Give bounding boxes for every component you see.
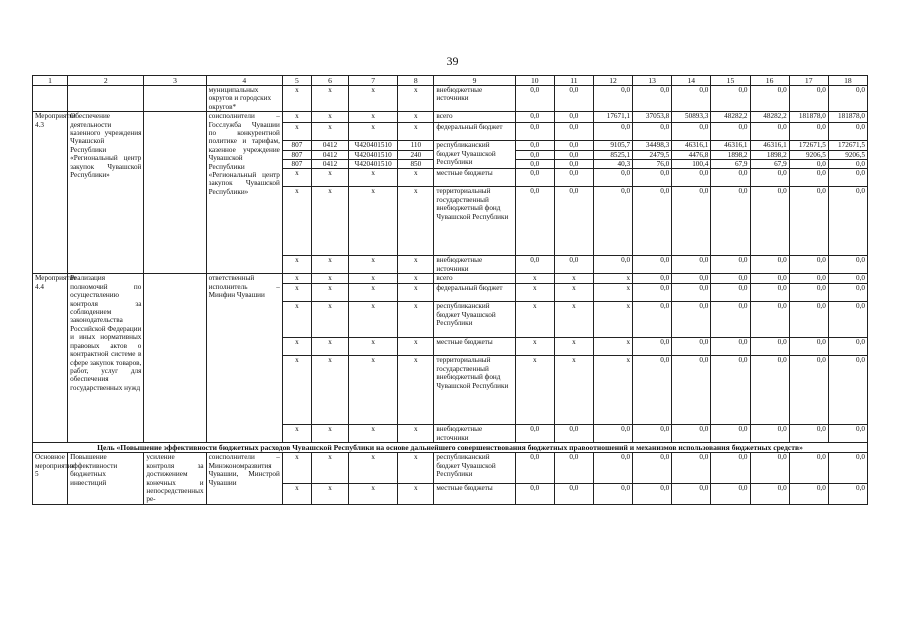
value-cell: 0,0 xyxy=(672,256,711,274)
code-cell: Ч420401510 xyxy=(349,150,398,159)
value-cell: 0,0 xyxy=(711,123,750,141)
empty-cell xyxy=(68,86,144,112)
value-cell: 0,0 xyxy=(672,187,711,256)
goal-description-cell: усиление контроля за достижением конечных и непосредственных ре- xyxy=(144,453,206,504)
value-cell: 0,0 xyxy=(750,187,789,256)
value-cell: 0,0 xyxy=(672,86,711,112)
code-cell: х xyxy=(349,123,398,141)
code-cell: х xyxy=(282,187,311,256)
header-cell: 10 xyxy=(515,76,554,86)
value-cell: 0,0 xyxy=(515,112,554,123)
code-cell: х xyxy=(349,338,398,356)
value-cell: 37053,8 xyxy=(633,112,672,123)
measure-cell: Мероприятие 4.4 xyxy=(33,274,68,443)
value-cell: х xyxy=(593,338,632,356)
value-cell: 0,0 xyxy=(515,425,554,443)
value-cell: 0,0 xyxy=(593,484,632,505)
source-cell: местные бюджеты xyxy=(434,169,515,187)
header-cell: 11 xyxy=(554,76,593,86)
value-cell: 0,0 xyxy=(789,302,828,338)
code-cell: х xyxy=(349,274,398,284)
table-row xyxy=(33,453,868,484)
value-cell: 0,0 xyxy=(515,123,554,141)
value-cell: 0,0 xyxy=(633,123,672,141)
value-cell: 8525,1 xyxy=(593,150,632,159)
value-cell: х xyxy=(515,302,554,338)
code-cell: х xyxy=(349,284,398,302)
value-cell: 0,0 xyxy=(672,453,711,484)
code-cell: х xyxy=(349,169,398,187)
value-cell: 181878,0 xyxy=(789,112,828,123)
code-cell: х xyxy=(311,86,348,112)
value-cell: 0,0 xyxy=(554,256,593,274)
value-cell: 0,0 xyxy=(750,356,789,425)
value-cell: 0,0 xyxy=(711,86,750,112)
value-cell: 0,0 xyxy=(554,123,593,141)
value-cell: х xyxy=(554,284,593,302)
value-cell: 9206,5 xyxy=(828,150,867,159)
source-cell: внебюджетные источники xyxy=(434,256,515,274)
header-cell: 6 xyxy=(311,76,348,86)
code-cell: 0412 xyxy=(311,141,348,150)
value-cell: 0,0 xyxy=(633,484,672,505)
code-cell: х xyxy=(311,123,348,141)
value-cell: 0,0 xyxy=(593,123,632,141)
code-cell: х xyxy=(311,302,348,338)
value-cell: 0,0 xyxy=(633,187,672,256)
value-cell: 0,0 xyxy=(515,141,554,150)
value-cell: 0,0 xyxy=(789,256,828,274)
value-cell: 0,0 xyxy=(711,302,750,338)
code-cell: 850 xyxy=(398,160,434,169)
code-cell: х xyxy=(282,123,311,141)
value-cell: х xyxy=(554,356,593,425)
value-cell: 0,0 xyxy=(828,187,867,256)
value-cell: 0,0 xyxy=(828,123,867,141)
source-cell: местные бюджеты xyxy=(434,484,515,505)
value-cell: 0,0 xyxy=(828,284,867,302)
value-cell: 0,0 xyxy=(750,274,789,284)
value-cell: 0,0 xyxy=(515,256,554,274)
value-cell: х xyxy=(554,302,593,338)
code-cell: х xyxy=(398,302,434,338)
responsible-cell: соисполнители – Минэкономразвития Чувашии, Минстрой Чувашии xyxy=(206,453,282,504)
value-cell: 0,0 xyxy=(711,256,750,274)
header-cell: 7 xyxy=(349,76,398,86)
value-cell: 0,0 xyxy=(750,425,789,443)
value-cell: 0,0 xyxy=(554,160,593,169)
page-number: 39 xyxy=(446,54,459,68)
value-cell: 0,0 xyxy=(828,160,867,169)
value-cell: 0,0 xyxy=(789,274,828,284)
value-cell: 0,0 xyxy=(515,453,554,484)
value-cell: 0,0 xyxy=(750,338,789,356)
value-cell: 0,0 xyxy=(633,86,672,112)
header-cell: 16 xyxy=(750,76,789,86)
code-cell: х xyxy=(398,86,434,112)
value-cell: 0,0 xyxy=(554,150,593,159)
value-cell: 0,0 xyxy=(789,160,828,169)
value-cell: 0,0 xyxy=(828,256,867,274)
source-cell: всего xyxy=(434,112,515,123)
value-cell: 0,0 xyxy=(828,86,867,112)
table-row xyxy=(33,112,868,123)
header-cell: 1 xyxy=(33,76,68,86)
code-cell: х xyxy=(398,256,434,274)
value-cell: 9206,5 xyxy=(789,150,828,159)
value-cell: 0,0 xyxy=(672,284,711,302)
value-cell: 0,0 xyxy=(711,169,750,187)
header-cell: 2 xyxy=(68,76,144,86)
value-cell: 0,0 xyxy=(672,425,711,443)
value-cell: х xyxy=(554,274,593,284)
value-cell: 34498,3 xyxy=(633,141,672,150)
value-cell: 172671,5 xyxy=(828,141,867,150)
code-cell: 0412 xyxy=(311,150,348,159)
code-cell: х xyxy=(311,256,348,274)
value-cell: 0,0 xyxy=(554,169,593,187)
code-cell: х xyxy=(349,453,398,484)
value-cell: 0,0 xyxy=(515,150,554,159)
value-cell: 0,0 xyxy=(672,169,711,187)
code-cell: х xyxy=(311,453,348,484)
value-cell: 0,0 xyxy=(711,284,750,302)
source-cell: местные бюджеты xyxy=(434,338,515,356)
code-cell: х xyxy=(311,112,348,123)
value-cell: 0,0 xyxy=(633,256,672,274)
value-cell: 0,0 xyxy=(633,453,672,484)
code-cell: х xyxy=(282,256,311,274)
value-cell: 0,0 xyxy=(554,187,593,256)
value-cell: 181878,0 xyxy=(828,112,867,123)
code-cell: х xyxy=(311,169,348,187)
value-cell: 0,0 xyxy=(828,169,867,187)
value-cell: 0,0 xyxy=(554,453,593,484)
code-cell: х xyxy=(282,302,311,338)
value-cell: 0,0 xyxy=(750,169,789,187)
code-cell: х xyxy=(311,284,348,302)
empty-cell xyxy=(144,86,206,112)
code-cell: 110 xyxy=(398,141,434,150)
code-cell: х xyxy=(282,356,311,425)
value-cell: 0,0 xyxy=(789,86,828,112)
source-cell: республиканский бюджет Чувашской Республики xyxy=(434,453,515,484)
value-cell: 0,0 xyxy=(789,453,828,484)
value-cell: 0,0 xyxy=(672,356,711,425)
value-cell: 0,0 xyxy=(789,338,828,356)
value-cell: 0,0 xyxy=(672,274,711,284)
value-cell: 0,0 xyxy=(554,425,593,443)
value-cell: 17671,1 xyxy=(593,112,632,123)
value-cell: 0,0 xyxy=(633,425,672,443)
source-cell: территориальный государственный внебюджетный фонд Чувашской Республики xyxy=(434,356,515,425)
code-cell: х xyxy=(282,453,311,484)
source-cell: всего xyxy=(434,274,515,284)
code-cell: х xyxy=(311,274,348,284)
value-cell: 0,0 xyxy=(672,123,711,141)
value-cell: 0,0 xyxy=(593,86,632,112)
value-cell: 0,0 xyxy=(828,338,867,356)
value-cell: 0,0 xyxy=(633,338,672,356)
code-cell: 807 xyxy=(282,141,311,150)
empty-cell xyxy=(33,86,68,112)
code-cell: х xyxy=(349,112,398,123)
value-cell: 100,4 xyxy=(672,160,711,169)
value-cell: 40,3 xyxy=(593,160,632,169)
code-cell: х xyxy=(282,484,311,505)
empty-cell xyxy=(144,112,206,274)
code-cell: х xyxy=(398,187,434,256)
code-cell: х xyxy=(398,169,434,187)
table-row xyxy=(33,86,868,112)
code-cell: х xyxy=(398,425,434,443)
value-cell: 0,0 xyxy=(828,356,867,425)
code-cell: х xyxy=(398,338,434,356)
header-cell: 5 xyxy=(282,76,311,86)
value-cell: 0,0 xyxy=(515,187,554,256)
value-cell: 9105,7 xyxy=(593,141,632,150)
goal-heading: Цель «Повышение эффективности бюджетных расходов Чувашской Республики на основе дальнейшего совершенствования бюджетных правоотношений и механизмов использования бюджетных средств» xyxy=(33,443,868,453)
value-cell: х xyxy=(593,274,632,284)
value-cell: 0,0 xyxy=(633,274,672,284)
value-cell: 0,0 xyxy=(750,86,789,112)
code-cell: 807 xyxy=(282,160,311,169)
code-cell: х xyxy=(398,123,434,141)
value-cell: 0,0 xyxy=(789,187,828,256)
code-cell: х xyxy=(349,425,398,443)
header-cell: 12 xyxy=(593,76,632,86)
code-cell: х xyxy=(398,284,434,302)
value-cell: 0,0 xyxy=(828,425,867,443)
source-cell: республиканский бюджет Чувашской Республики xyxy=(434,141,515,169)
value-cell: 0,0 xyxy=(750,302,789,338)
header-cell: 14 xyxy=(672,76,711,86)
value-cell: 48282,2 xyxy=(711,112,750,123)
code-cell: х xyxy=(282,425,311,443)
code-cell: Ч420401510 xyxy=(349,160,398,169)
code-cell: х xyxy=(349,484,398,505)
value-cell: 0,0 xyxy=(672,302,711,338)
value-cell: 0,0 xyxy=(711,274,750,284)
value-cell: 48282,2 xyxy=(750,112,789,123)
value-cell: х xyxy=(554,338,593,356)
source-cell: федеральный бюджет xyxy=(434,123,515,141)
header-cell: 3 xyxy=(144,76,206,86)
value-cell: 0,0 xyxy=(711,338,750,356)
value-cell: х xyxy=(515,338,554,356)
source-cell: федеральный бюджет xyxy=(434,284,515,302)
value-cell: 0,0 xyxy=(593,169,632,187)
header-row xyxy=(33,76,868,86)
value-cell: 0,0 xyxy=(828,302,867,338)
code-cell: х xyxy=(282,338,311,356)
value-cell: 0,0 xyxy=(711,453,750,484)
header-cell: 17 xyxy=(789,76,828,86)
value-cell: х xyxy=(593,284,632,302)
value-cell: 0,0 xyxy=(593,425,632,443)
value-cell: 46316,1 xyxy=(711,141,750,150)
budget-table xyxy=(32,75,868,505)
value-cell: 0,0 xyxy=(789,425,828,443)
value-cell: 0,0 xyxy=(593,187,632,256)
value-cell: 0,0 xyxy=(593,256,632,274)
value-cell: 0,0 xyxy=(633,169,672,187)
header-cell: 15 xyxy=(711,76,750,86)
responsible-cell: муниципальных округов и городских округов* xyxy=(206,86,282,112)
code-cell: х xyxy=(349,356,398,425)
code-cell: х xyxy=(349,187,398,256)
value-cell: х xyxy=(515,274,554,284)
value-cell: 67,9 xyxy=(750,160,789,169)
code-cell: х xyxy=(349,86,398,112)
code-cell: х xyxy=(282,169,311,187)
code-cell: х xyxy=(282,112,311,123)
code-cell: х xyxy=(311,425,348,443)
header-cell: 9 xyxy=(434,76,515,86)
measure-name-cell: Обеспечение деятельности казенного учреждения Чувашской Республики «Региональный центр закупок Чувашской Республики» xyxy=(68,112,144,274)
value-cell: 0,0 xyxy=(633,356,672,425)
value-cell: х xyxy=(593,302,632,338)
value-cell: 0,0 xyxy=(515,160,554,169)
value-cell: 0,0 xyxy=(515,86,554,112)
empty-cell xyxy=(144,274,206,443)
value-cell: х xyxy=(593,356,632,425)
code-cell: х xyxy=(349,302,398,338)
value-cell: 0,0 xyxy=(750,484,789,505)
value-cell: 0,0 xyxy=(789,484,828,505)
value-cell: 0,0 xyxy=(711,356,750,425)
value-cell: 0,0 xyxy=(554,112,593,123)
value-cell: 0,0 xyxy=(554,141,593,150)
value-cell: 0,0 xyxy=(789,356,828,425)
code-cell: х xyxy=(282,274,311,284)
value-cell: 76,0 xyxy=(633,160,672,169)
source-cell: республиканский бюджет Чувашской Республики xyxy=(434,302,515,338)
value-cell: 0,0 xyxy=(750,123,789,141)
measure-name-cell: Реализация полномочий по осуществлению контроля за соблюдением законодательства Российской Федерации и иных нормативных правовых актов о контрактной системе в сфере закупок товаров, работ, услуг для обеспечения государственных нужд xyxy=(68,274,144,443)
header-cell: 18 xyxy=(828,76,867,86)
code-cell: х xyxy=(311,187,348,256)
measure-name-cell: Повышение эффективности бюджетных инвестиций xyxy=(68,453,144,504)
code-cell: 807 xyxy=(282,150,311,159)
value-cell: 0,0 xyxy=(515,169,554,187)
value-cell: 0,0 xyxy=(750,256,789,274)
code-cell: 0412 xyxy=(311,160,348,169)
value-cell: 46316,1 xyxy=(672,141,711,150)
value-cell: 1898,2 xyxy=(711,150,750,159)
value-cell: 0,0 xyxy=(789,169,828,187)
value-cell: 0,0 xyxy=(633,284,672,302)
value-cell: 1898,2 xyxy=(750,150,789,159)
value-cell: 0,0 xyxy=(828,274,867,284)
value-cell: 0,0 xyxy=(633,302,672,338)
value-cell: 0,0 xyxy=(828,484,867,505)
value-cell: 0,0 xyxy=(750,453,789,484)
value-cell: 0,0 xyxy=(593,453,632,484)
value-cell: 0,0 xyxy=(750,284,789,302)
responsible-cell: соисполнители – Госслужба Чувашии по конкурентной политике и тарифам, казенное учреждение Чувашской Республики «Региональный центр закупок Чувашской Республики» xyxy=(206,112,282,274)
value-cell: 172671,5 xyxy=(789,141,828,150)
code-cell: Ч420401510 xyxy=(349,141,398,150)
value-cell: 0,0 xyxy=(672,338,711,356)
code-cell: х xyxy=(398,453,434,484)
value-cell: х xyxy=(515,356,554,425)
header-cell: 13 xyxy=(633,76,672,86)
value-cell: 0,0 xyxy=(672,484,711,505)
value-cell: 2479,5 xyxy=(633,150,672,159)
source-cell: внебюджетные источники xyxy=(434,86,515,112)
value-cell: 0,0 xyxy=(554,86,593,112)
value-cell: х xyxy=(515,284,554,302)
header-cell: 8 xyxy=(398,76,434,86)
code-cell: х xyxy=(282,284,311,302)
measure-cell: Основное мероприятие 5 xyxy=(33,453,68,504)
value-cell: 50893,3 xyxy=(672,112,711,123)
value-cell: 0,0 xyxy=(554,484,593,505)
value-cell: 0,0 xyxy=(515,484,554,505)
code-cell: 240 xyxy=(398,150,434,159)
value-cell: 0,0 xyxy=(711,425,750,443)
goal-row xyxy=(33,443,868,453)
table-row xyxy=(33,274,868,284)
code-cell: х xyxy=(398,356,434,425)
code-cell: х xyxy=(398,484,434,505)
code-cell: х xyxy=(311,356,348,425)
value-cell: 0,0 xyxy=(789,284,828,302)
value-cell: 0,0 xyxy=(711,187,750,256)
value-cell: 4476,8 xyxy=(672,150,711,159)
value-cell: 0,0 xyxy=(828,453,867,484)
responsible-cell: ответственный исполнитель – Минфин Чувашии xyxy=(206,274,282,443)
measure-cell: Мероприятие 4.3 xyxy=(33,112,68,274)
value-cell: 46316,1 xyxy=(750,141,789,150)
value-cell: 67,9 xyxy=(711,160,750,169)
header-cell: 4 xyxy=(206,76,282,86)
value-cell: 0,0 xyxy=(789,123,828,141)
code-cell: х xyxy=(398,112,434,123)
code-cell: х xyxy=(398,274,434,284)
value-cell: 0,0 xyxy=(711,484,750,505)
code-cell: х xyxy=(311,338,348,356)
code-cell: х xyxy=(282,86,311,112)
source-cell: территориальный государственный внебюджетный фонд Чувашской Республики xyxy=(434,187,515,256)
code-cell: х xyxy=(349,256,398,274)
source-cell: внебюджетные источники xyxy=(434,425,515,443)
code-cell: х xyxy=(311,484,348,505)
